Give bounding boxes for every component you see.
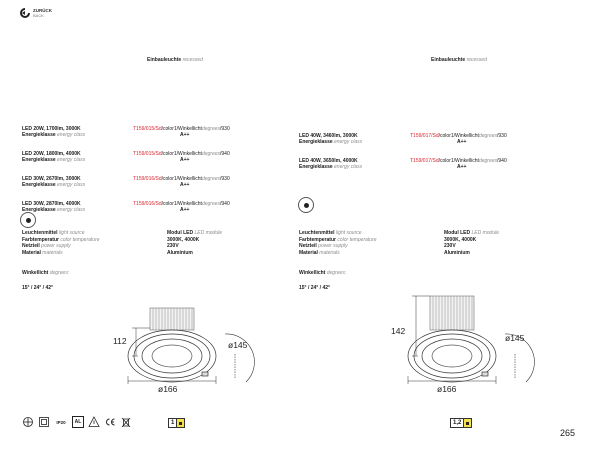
page-number: 265 (560, 428, 576, 438)
energy-label: Energieklasse (22, 157, 56, 163)
code-mid: /color1/Winkellicht (161, 126, 202, 132)
code-mid: /color1/Winkellicht (438, 158, 479, 164)
spec-value: Modul LED (444, 230, 471, 236)
right-spec-value (444, 243, 456, 249)
code-degrees: degrees (201, 201, 221, 207)
left-spec-value (167, 243, 179, 249)
left-angle-en: degrees: (49, 270, 70, 276)
spec-value: Aluminium (444, 249, 470, 256)
spec-label-de: Leuchtenmittel (22, 230, 58, 236)
right-class-badge (450, 418, 472, 428)
safety-class-icon (38, 416, 50, 428)
left-variant-name: LED 20W, 1800lm, 4000K (22, 151, 81, 157)
left-energy-value: A++ (180, 182, 190, 188)
left-energy-value: A++ (180, 132, 190, 138)
energy-label-en: energy class (57, 207, 86, 213)
right-angle-heading (299, 270, 346, 276)
right-spec-value (444, 250, 470, 256)
left-cutout-label: ø145 (228, 340, 248, 350)
code-degrees: degrees (201, 151, 221, 157)
spec-label-en: color temperature (337, 236, 377, 243)
right-title-de: Einbauleuchte (431, 57, 466, 63)
spec-label-en: power supply (41, 243, 71, 249)
right-class-square-icon (463, 419, 471, 427)
code-degrees: degrees (201, 126, 221, 132)
left-spec-value (167, 250, 193, 256)
energy-label-en: energy class (57, 132, 86, 138)
spec-value: Aluminium (167, 249, 193, 256)
energy-label-en: energy class (334, 139, 363, 145)
spec-label-en: power supply (318, 243, 348, 249)
right-spec-label (299, 230, 362, 236)
code-degrees: degrees (478, 158, 498, 164)
spec-label-en: materials (319, 249, 340, 256)
spec-label-de: Material (299, 249, 318, 256)
energy-label-en: energy class (57, 157, 86, 163)
left-technical-drawing (110, 290, 280, 400)
right-cutout-label: ø145 (505, 333, 525, 343)
code-end: /930 (497, 133, 507, 139)
right-energy-value: A++ (457, 139, 467, 145)
certification-row (22, 416, 132, 428)
energy-label-en: energy class (334, 164, 363, 170)
back-button[interactable] (20, 8, 52, 18)
left-spec-label (22, 237, 100, 243)
energy-label: Energieklasse (299, 139, 333, 145)
al-icon: AL (72, 416, 84, 428)
right-angles: 15° / 24° / 42° (299, 285, 331, 291)
energy-label: Energieklasse (299, 164, 333, 170)
back-arrow-icon (20, 8, 30, 18)
code-mid: /color1/Winkellicht (161, 151, 202, 157)
left-angle-label: Winkellicht (22, 270, 49, 276)
left-spec-value (167, 230, 222, 236)
code-end: /940 (220, 201, 230, 207)
spec-label-de: Farbtemperatur (22, 236, 59, 243)
right-angle-label: Winkellicht (299, 270, 326, 276)
spec-label-de: Material (22, 249, 41, 256)
code-degrees: degrees (478, 133, 498, 139)
spec-label-de: Netzteil (22, 243, 40, 249)
code-degrees: degrees (201, 176, 221, 182)
right-spec-label (299, 237, 377, 243)
left-title (147, 57, 203, 63)
spec-value: 230V (444, 243, 456, 249)
code-series: T159/015/Sd (133, 151, 162, 157)
code-series: T159/017/Sd (410, 158, 439, 164)
spec-label-en: color temperature (60, 236, 100, 243)
right-title-en: recessed (466, 57, 487, 63)
spec-label-de: Farbtemperatur (299, 236, 336, 243)
right-height-dimension (412, 296, 430, 356)
spec-label-en: light source (58, 230, 85, 236)
code-mid: /color1/Winkellicht (438, 133, 479, 139)
left-energy-class (22, 157, 85, 163)
code-end: /930 (220, 176, 230, 182)
left-width-dimension (128, 376, 216, 384)
right-height-label: 142 (391, 326, 406, 336)
left-angles: 15° / 24° / 42° (22, 285, 54, 291)
left-heatsink (150, 308, 194, 330)
energy-label-en: energy class (57, 182, 86, 188)
left-spec-label (22, 250, 63, 256)
dimmable-icon (22, 416, 34, 428)
spec-value: 3000K, 4000K (167, 236, 200, 243)
left-height-label: 112 (113, 336, 127, 346)
spec-value: Modul LED (167, 230, 194, 236)
left-class-badge (168, 418, 185, 428)
back-sublabel: BACK (33, 13, 44, 18)
left-variant-name: LED 30W, 2670lm, 3000K (22, 176, 81, 182)
code-end: /940 (497, 158, 507, 164)
left-title-de: Einbauleuchte (147, 57, 182, 63)
left-spec-value (167, 237, 199, 243)
warning-triangle-icon (88, 416, 100, 428)
spec-label-en: materials (42, 249, 63, 256)
code-series: T159/015/Sd (133, 126, 162, 132)
right-heatsink (430, 296, 474, 330)
class-square-icon (176, 419, 184, 427)
code-end: /930 (220, 126, 230, 132)
code-series: T159/017/Sd (410, 133, 439, 139)
spec-value: 3000K, 4000K (444, 236, 477, 243)
energy-label: Energieklasse (22, 182, 56, 188)
right-variant-name: LED 40W, 3460lm, 3000K (299, 133, 358, 139)
left-energy-class (22, 182, 85, 188)
spec-value: 230V (167, 243, 179, 249)
right-width-dimension (408, 376, 496, 384)
left-width-label: ø166 (158, 384, 178, 394)
spec-value-en: LED module (194, 230, 223, 236)
energy-label: Energieklasse (22, 207, 56, 213)
left-energy-value: A++ (180, 157, 190, 163)
back-label: ZURÜCK (33, 8, 52, 13)
ip20-icon: IP20 (56, 419, 66, 425)
weee-bin-icon (120, 416, 132, 428)
left-energy-class (22, 132, 85, 138)
right-beam-adjust-icon (298, 197, 314, 213)
right-width-label: ø166 (437, 384, 457, 394)
left-spec-label (22, 230, 85, 236)
left-spec-label (22, 243, 71, 249)
left-title-en: recessed (182, 57, 203, 63)
right-spec-value (444, 237, 476, 243)
code-end: /940 (220, 151, 230, 157)
left-angle-heading (22, 270, 69, 276)
spec-label-de: Leuchtenmittel (299, 230, 335, 236)
right-spec-label (299, 250, 340, 256)
left-variant-name: LED 20W, 1700lm, 3000K (22, 126, 81, 132)
right-technical-drawing (390, 290, 560, 400)
spec-label-en: light source (335, 230, 362, 236)
code-mid: /color1/Winkellicht (161, 201, 202, 207)
right-energy-value: A++ (457, 164, 467, 170)
right-angle-en: degrees: (326, 270, 347, 276)
code-mid: /color1/Winkellicht (161, 176, 202, 182)
right-face (408, 330, 496, 382)
right-energy-class (299, 139, 362, 145)
right-spec-label (299, 243, 348, 249)
right-badge-number: 1,2 (453, 420, 462, 426)
left-variant-name: LED 30W, 2870lm, 4000K (22, 201, 81, 207)
spec-value-en: LED module (471, 230, 500, 236)
left-badge-number: 1 (171, 420, 175, 426)
beam-adjust-icon (20, 212, 36, 228)
spec-label-de: Netzteil (299, 243, 317, 249)
ce-mark-icon (104, 416, 116, 428)
code-series: T159/016/Sd (133, 176, 162, 182)
right-energy-class (299, 164, 362, 170)
left-face (128, 330, 216, 382)
left-energy-value: A++ (180, 207, 190, 213)
code-series: T159/016/Sd (133, 201, 162, 207)
energy-label: Energieklasse (22, 132, 56, 138)
right-title (431, 57, 487, 63)
right-variant-name: LED 40W, 3650lm, 4000K (299, 158, 358, 164)
right-spec-value (444, 230, 499, 236)
